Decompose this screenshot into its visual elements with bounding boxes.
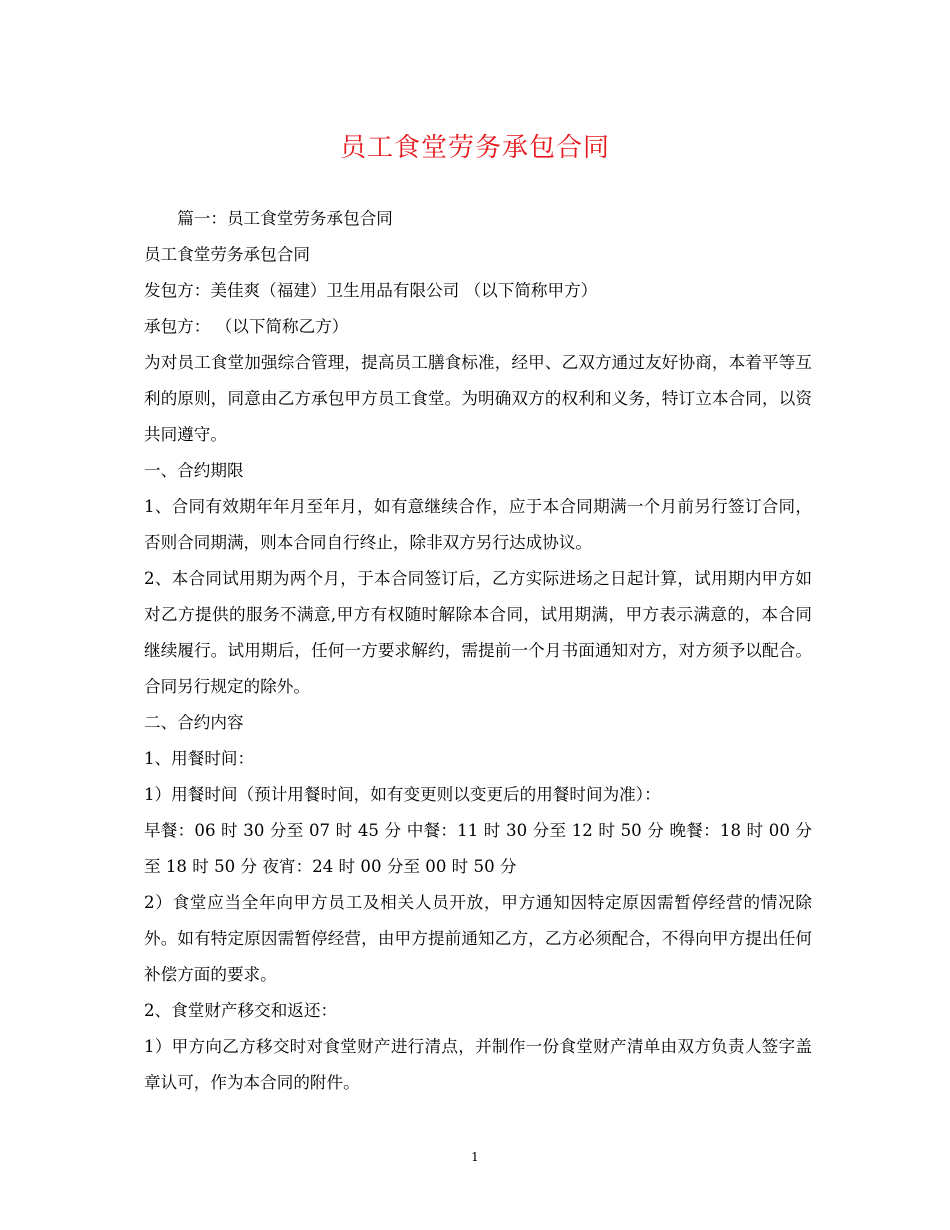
clause-canteen-opening: 2）食堂应当全年向甲方员工及相关人员开放，甲方通知因特定原因需暂停经营的情况除外。如有特定原因需暂停经营，由甲方提前通知乙方，乙方必须配合，不得向甲方提出任何补偿方面的要求。 [144, 893, 812, 984]
page-number: 1 [471, 1150, 479, 1164]
document-title: 员工食堂劳务承包合同 [339, 133, 610, 163]
party-a-line: 发包方：美佳爽（福建）卫生用品有限公司 （以下简称甲方） [144, 281, 598, 300]
party-b-line: 承包方： （以下简称乙方） [144, 317, 349, 336]
preamble-paragraph: 为对员工食堂加强综合管理，提高员工膳食标准，经甲、乙双方通过友好协商，本着平等互利的原则，同意由乙方承包甲方员工食堂。为明确双方的权利和义务，特订立本合同，以资共同遵守。 [144, 353, 812, 444]
section-heading: 篇一：员工食堂劳务承包合同 [177, 209, 393, 228]
document-body [144, 201, 812, 1101]
clause-validity: 1、合同有效期年年月至年月，如有意继续合作，应于本合同期满一个月前另行签订合同，否则合同期满，则本合同自行终止，除非双方另行达成协议。 [144, 497, 812, 552]
clause-meal-schedule: 早餐：06 时 30 分至 07 时 45 分 中餐：11 时 30 分至 12 时 50 分 晚餐：18 时 00 分至 18 时 50 分 夜宵：24 时 00 分至 00 时 50 分 [144, 821, 812, 876]
clause-probation: 2、本合同试用期为两个月，于本合同签订后，乙方实际进场之日起计算，试用期内甲方如对乙方提供的服务不满意,甲方有权随时解除本合同，试用期满，甲方表示满意的，本合同继续履行。试用期后，任何一方要求解约，需提前一个月书面通知对方，对方须予以配合。合同另行规定的除外。 [144, 569, 812, 696]
clause-property-heading: 2、食堂财产移交和返还： [144, 1001, 338, 1020]
clause-meal-time-heading: 1、用餐时间： [144, 749, 255, 768]
clause-meal-time-intro: 1）用餐时间（预计用餐时间，如有变更则以变更后的用餐时间为准）： [144, 785, 661, 804]
contract-name: 员工食堂劳务承包合同 [144, 245, 310, 264]
chapter-heading-content: 二、合约内容 [144, 713, 244, 732]
clause-property-handover: 1）甲方向乙方移交时对食堂财产进行清点，并制作一份食堂财产清单由双方负责人签字盖章认可，作为本合同的附件。 [144, 1037, 812, 1092]
chapter-heading-term: 一、合约期限 [144, 461, 244, 480]
